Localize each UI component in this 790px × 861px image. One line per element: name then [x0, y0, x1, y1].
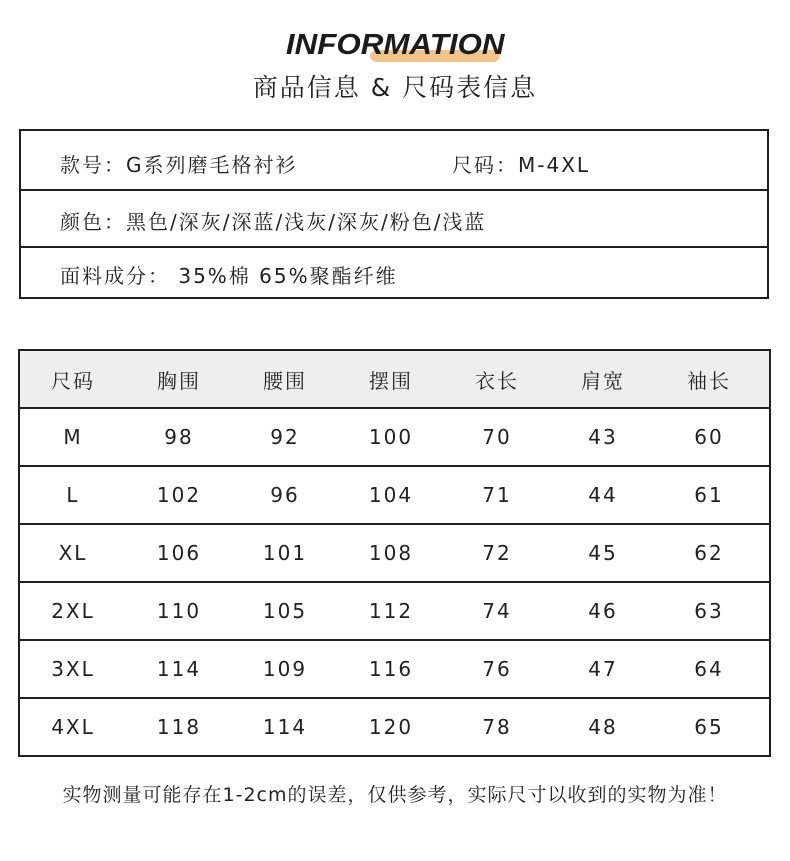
- header-size: 尺码: [51, 368, 95, 393]
- cell-chest: 102: [156, 483, 202, 507]
- heading-title-text: INFORMATION: [285, 29, 505, 61]
- cell-shoulder: 47: [588, 657, 618, 681]
- header-sleeve: 袖长: [687, 368, 731, 393]
- cell-shoulder: 46: [588, 599, 618, 623]
- cell-length: 74: [482, 599, 512, 623]
- size-range: 尺码：M-4XL: [452, 153, 591, 177]
- cell-hem: 112: [368, 599, 414, 623]
- header-length: 衣长: [475, 368, 519, 393]
- cell-size: L: [66, 483, 80, 507]
- cell-size: 4XL: [51, 715, 95, 739]
- cell-sleeve: 62: [694, 541, 724, 565]
- header-chest: 胸围: [157, 368, 201, 393]
- cell-hem: 100: [368, 425, 414, 449]
- cell-chest: 118: [156, 715, 202, 739]
- info-row-style: [21, 131, 767, 191]
- info-row-colors: [21, 191, 767, 248]
- table-row: [20, 467, 769, 525]
- cell-length: 70: [482, 425, 512, 449]
- cell-chest: 110: [156, 599, 202, 623]
- cell-size: 3XL: [51, 657, 95, 681]
- cell-sleeve: 63: [694, 599, 724, 623]
- cell-sleeve: 60: [694, 425, 724, 449]
- cell-waist: 114: [262, 715, 308, 739]
- product-info-box: [19, 129, 769, 299]
- cell-sleeve: 61: [694, 483, 724, 507]
- cell-waist: 109: [262, 657, 308, 681]
- table-header-row: [20, 351, 769, 409]
- cell-size: M: [63, 425, 83, 449]
- cell-waist: 92: [270, 425, 300, 449]
- heading: [0, 28, 790, 104]
- cell-shoulder: 45: [588, 541, 618, 565]
- table-row: [20, 641, 769, 699]
- cell-shoulder: 48: [588, 715, 618, 739]
- cell-chest: 114: [156, 657, 202, 681]
- table-row: [20, 699, 769, 755]
- measurement-disclaimer: 实物测量可能存在1-2cm的误差，仅供参考，实际尺寸以收到的实物为准！: [62, 784, 728, 806]
- heading-subtitle: 商品信息 & 尺码表信息: [252, 73, 538, 102]
- cell-waist: 101: [262, 541, 308, 565]
- cell-chest: 98: [164, 425, 194, 449]
- cell-length: 71: [482, 483, 512, 507]
- cell-waist: 105: [262, 599, 308, 623]
- cell-size: XL: [58, 541, 88, 565]
- cell-waist: 96: [270, 483, 300, 507]
- cell-shoulder: 43: [588, 425, 618, 449]
- color-options: 颜色：黑色/深灰/深蓝/浅灰/深灰/粉色/浅蓝: [60, 210, 487, 234]
- cell-length: 76: [482, 657, 512, 681]
- cell-hem: 120: [368, 715, 414, 739]
- cell-chest: 106: [156, 541, 202, 565]
- fabric-composition: 面料成分： 35%棉 65%聚酯纤维: [60, 264, 398, 288]
- cell-hem: 116: [368, 657, 414, 681]
- header-waist: 腰围: [263, 368, 307, 393]
- cell-sleeve: 65: [694, 715, 724, 739]
- info-row-fabric: [21, 248, 767, 297]
- table-row: [20, 583, 769, 641]
- header-hem: 摆围: [369, 368, 413, 393]
- cell-size: 2XL: [51, 599, 95, 623]
- cell-sleeve: 64: [694, 657, 724, 681]
- cell-hem: 108: [368, 541, 414, 565]
- table-row: [20, 409, 769, 467]
- cell-shoulder: 44: [588, 483, 618, 507]
- style-number: 款号：G系列磨毛格衬衫: [60, 153, 298, 177]
- heading-title: [286, 28, 505, 62]
- cell-hem: 104: [368, 483, 414, 507]
- table-row: [20, 525, 769, 583]
- header-shoulder: 肩宽: [581, 368, 625, 393]
- cell-length: 72: [482, 541, 512, 565]
- size-chart-table: [18, 349, 771, 757]
- cell-length: 78: [482, 715, 512, 739]
